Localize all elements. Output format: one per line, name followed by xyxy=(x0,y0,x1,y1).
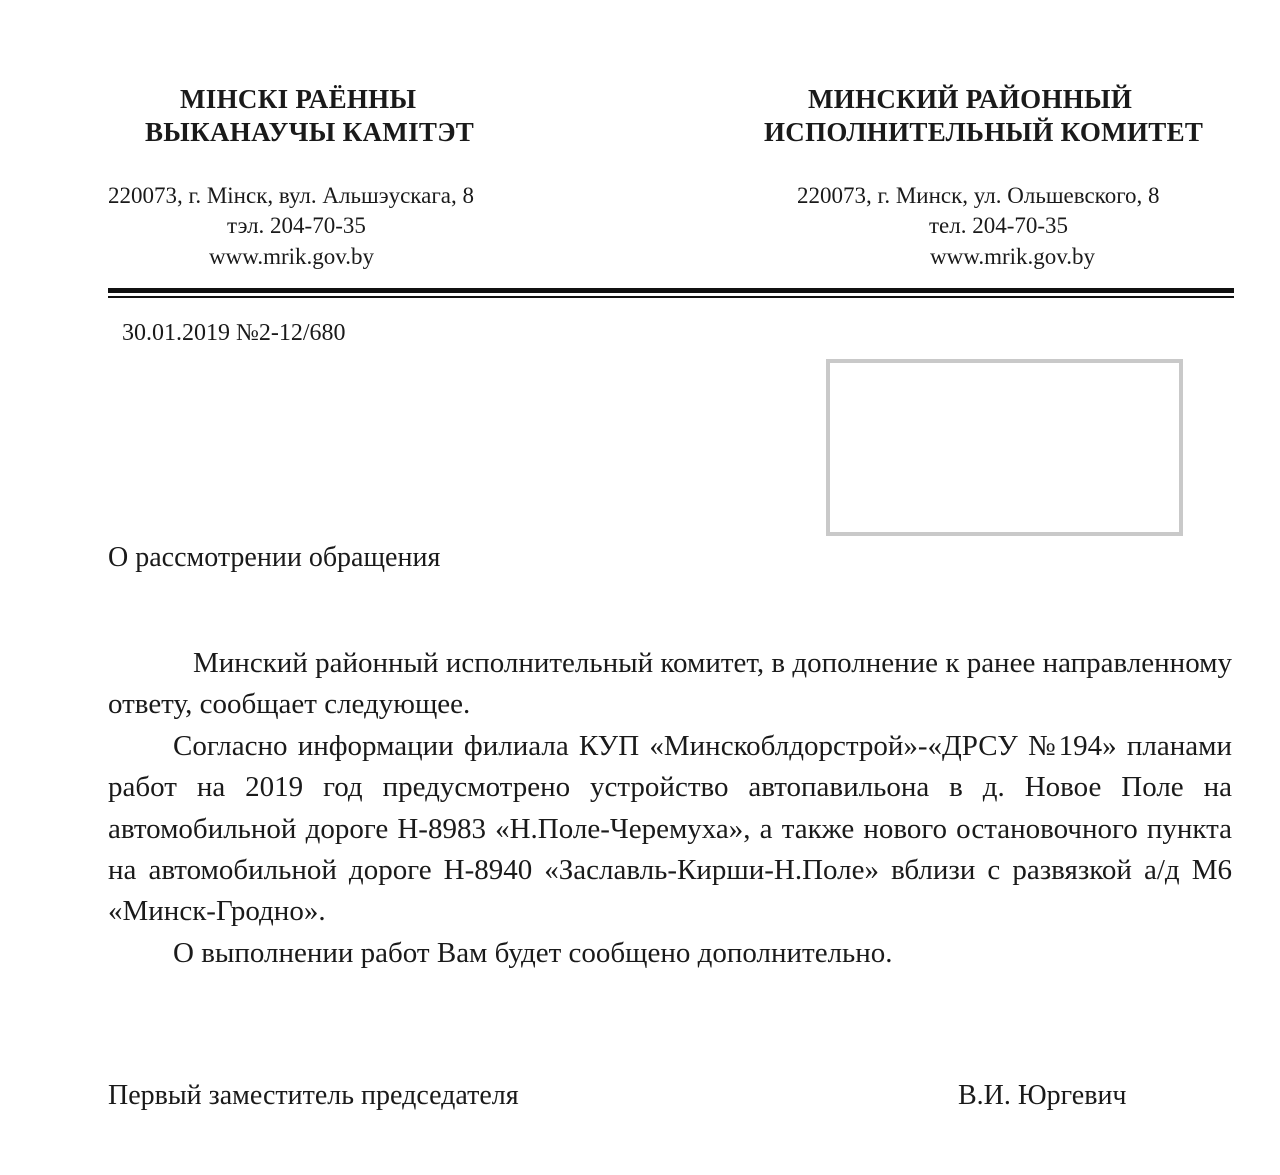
website-by: www.mrik.gov.by xyxy=(209,244,375,269)
phone-ru: тел. 204-70-35 xyxy=(929,213,1069,238)
org-name-by-line2: ВЫКАНАУЧЫ КАМІТЭТ xyxy=(145,117,475,147)
subject-line: О рассмотрении обращения xyxy=(108,542,441,573)
body-paragraph: Согласно информации филиала КУП «Минскоблдорстрой»-«ДРСУ №194» планами работ на 2019 год предусмотрено устройство автопавильона в д. Новое Поле на автомобильной дороге Н-8983 «Н.Поле-Черемуха», а также нового остановочного пункта на автомобильной дороге Н-8940 «Заславль-Кирши-Н.Поле» вблизи с развязкой а/д М6 «Минск-Гродно». xyxy=(108,729,1232,928)
org-name-ru-line2: ИСПОЛНИТЕЛЬНЫЙ КОМИТЕТ xyxy=(764,117,1204,147)
org-name-by-line1: МІНСКІ РАЁННЫ xyxy=(180,84,417,114)
letterhead-rule-thick xyxy=(108,288,1234,293)
signatory-name: В.И. Юргевич xyxy=(958,1080,1127,1111)
phone-by: тэл. 204-70-35 xyxy=(227,213,366,238)
body-paragraph: О выполнении работ Вам будет сообщено дополнительно. xyxy=(173,936,893,969)
address-by: 220073, г. Мінск, вул. Альшэускага, 8 xyxy=(108,183,474,208)
letter-body xyxy=(108,643,1232,974)
date-and-number: 30.01.2019 №2-12/680 xyxy=(122,320,346,346)
body-paragraph: Минский районный исполнительный комитет, в дополнение к ранее направленному ответу, сообщает следующее. xyxy=(108,647,1232,721)
website-ru: www.mrik.gov.by xyxy=(930,244,1096,269)
address-ru: 220073, г. Минск, ул. Ольшевского, 8 xyxy=(797,183,1160,208)
letterhead-rule-thin xyxy=(108,296,1234,298)
signatory-position: Первый заместитель председателя xyxy=(108,1080,519,1111)
org-name-ru-line1: МИНСКИЙ РАЙОННЫЙ xyxy=(808,84,1133,114)
addressee-box xyxy=(826,359,1183,536)
